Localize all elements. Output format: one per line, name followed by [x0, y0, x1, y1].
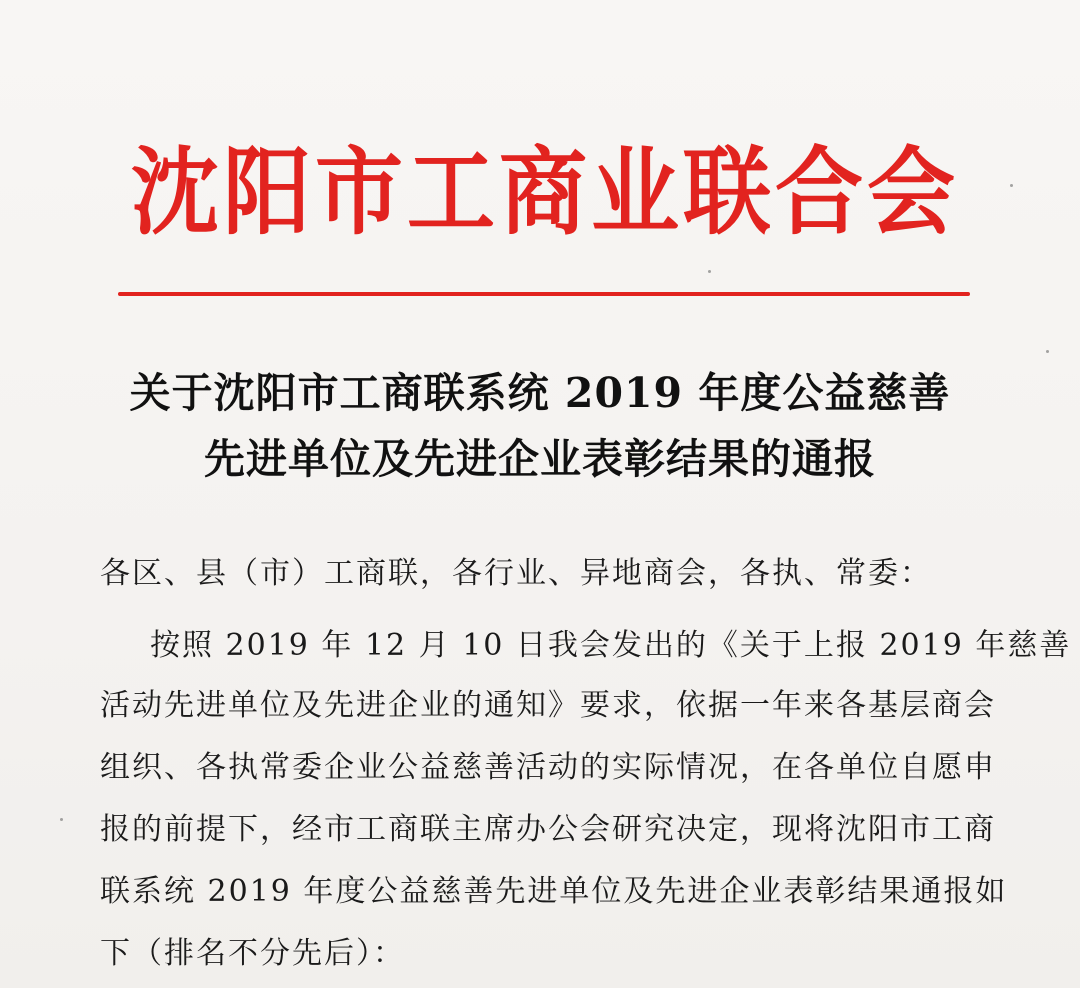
salutation: 各区、县（市）工商联，各行业、异地商会，各执、常委： — [100, 556, 932, 591]
body-line: 联系统 2019 年度公益慈善先进单位及先进企业表彰结果通报如 — [100, 874, 1008, 909]
scan-speck — [60, 818, 63, 821]
scan-speck — [1010, 184, 1013, 187]
document-title-line-1: 关于沈阳市工商联系统 2019 年度公益慈善 — [129, 369, 951, 417]
letterhead-red-rule — [118, 292, 970, 296]
body-line: 活动先进单位及先进企业的通知》要求，依据一年来各基层商会 — [100, 688, 996, 723]
body-line: 按照 2019 年 12 月 10 日我会发出的《关于上报 2019 年慈善 — [150, 628, 1072, 663]
body-line: 组织、各执常委企业公益慈善活动的实际情况，在各单位自愿申 — [100, 750, 996, 785]
body-line: 报的前提下，经市工商联主席办公会研究决定，现将沈阳市工商 — [100, 812, 996, 847]
scan-speck — [708, 270, 711, 273]
scan-speck — [1046, 350, 1049, 353]
document-title-line-2: 先进单位及先进企业表彰结果的通报 — [204, 435, 876, 483]
body-line: 下（排名不分先后）： — [100, 936, 405, 971]
letterhead-title: 沈阳市工商业联合会 — [130, 136, 959, 248]
